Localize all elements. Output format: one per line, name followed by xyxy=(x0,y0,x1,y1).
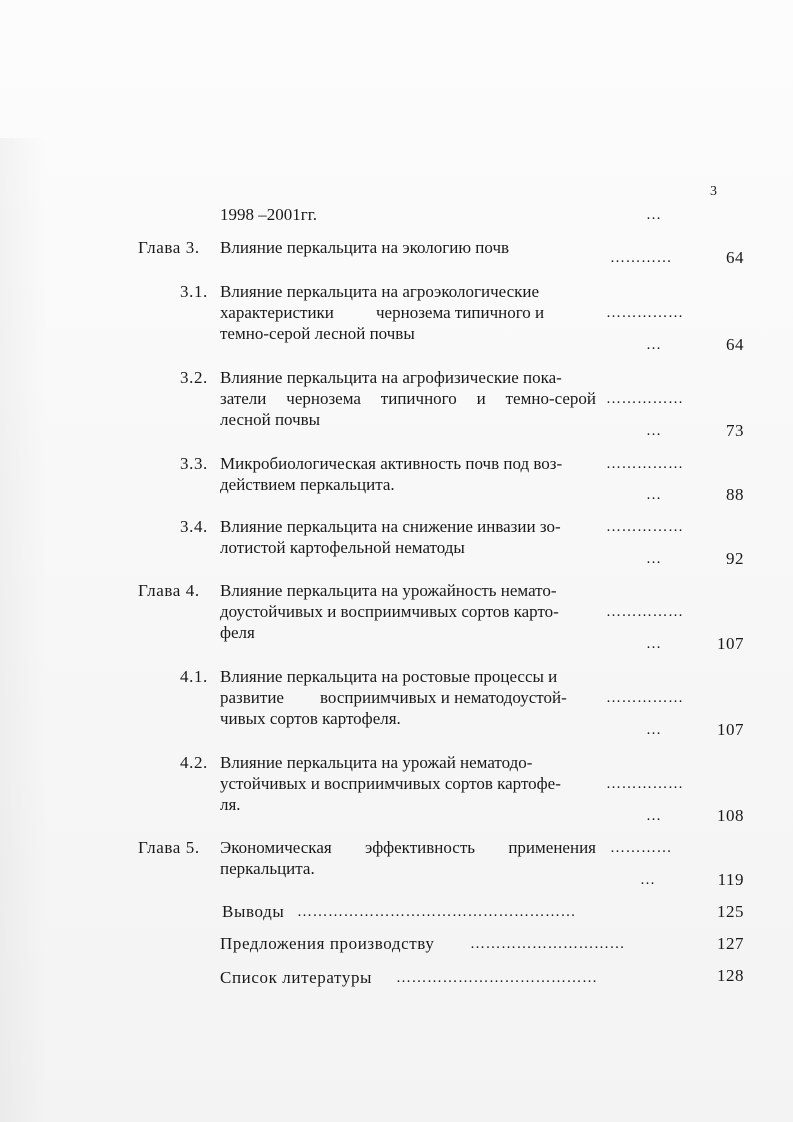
dot-leader: … xyxy=(646,551,662,567)
dot-leader: ………… xyxy=(610,840,672,856)
dot-leader: … xyxy=(646,337,662,353)
entry-line: затели чернозема типичного и темно-серой xyxy=(220,389,596,408)
entry-line: темно-серой лесной почвы xyxy=(220,324,415,343)
entry-line: Влияние перкальцита на агроэкологические xyxy=(220,282,540,301)
dot-leader: … xyxy=(646,207,662,223)
section-label: 4.2. xyxy=(180,753,208,772)
dot-leader: … xyxy=(646,423,662,439)
dot-leader: … xyxy=(640,872,656,888)
page-ref: 107 xyxy=(717,720,744,739)
entry-title: Выводы xyxy=(222,902,285,921)
section-label: 3.2. xyxy=(180,368,208,387)
entry-line: Влияние перкальцита на агрофизические пока- xyxy=(220,368,562,387)
entry-line: развитие xyxy=(220,688,284,707)
page-ref: 107 xyxy=(717,634,744,653)
section-label: 3.3. xyxy=(180,454,208,473)
entry-line: Влияние перкальцита на урожай нематодо- xyxy=(220,753,533,772)
entry-line: доустойчивых и восприимчивых сортов карто- xyxy=(220,602,559,621)
page-ref: 108 xyxy=(717,806,744,825)
entry-line: чивых сортов картофеля. xyxy=(220,709,401,728)
page-ref: 64 xyxy=(726,335,744,354)
dot-leader: …………… xyxy=(606,305,684,321)
entry-line: лесной почвы xyxy=(220,410,321,429)
dot-leader: …………… xyxy=(606,391,684,407)
entry-line: перкальцита. xyxy=(220,859,315,878)
dot-leader: …………… xyxy=(606,776,684,792)
entry-line: Влияние перкальцита на снижение инвазии зо- xyxy=(220,517,561,536)
entry-line: феля xyxy=(220,623,255,642)
page-ref: 127 xyxy=(717,934,744,953)
entry-title: Список литературы xyxy=(220,968,373,987)
dot-leader: … xyxy=(646,487,662,503)
entry-line: ля. xyxy=(220,795,241,814)
page-ref: 92 xyxy=(726,549,744,568)
page-ref: 64 xyxy=(726,248,744,267)
entry-line: устойчивых и восприимчивых сортов картофе- xyxy=(220,774,561,793)
page-number: 3 xyxy=(710,184,717,199)
page-ref: 119 xyxy=(717,870,744,889)
chapter-label: Глава 3. xyxy=(138,238,200,257)
dot-leader: …………… xyxy=(606,456,684,472)
entry-line: чернозема типичного и xyxy=(376,303,545,322)
chapter-label: Глава 5. xyxy=(138,838,200,857)
chapter-label: Глава 4. xyxy=(138,581,200,600)
section-label: 3.4. xyxy=(180,517,208,536)
dot-leader: … xyxy=(646,808,662,824)
scan-shading xyxy=(0,138,48,1122)
dot-leader: … xyxy=(646,722,662,738)
entry-line: Влияние перкальцита на ростовые процессы и xyxy=(220,667,558,686)
dot-leader: ………………………… xyxy=(470,936,625,952)
page-ref: 73 xyxy=(726,421,744,440)
section-label: 3.1. xyxy=(180,282,208,301)
dot-leader: … xyxy=(646,636,662,652)
dot-leader: …………… xyxy=(606,690,684,706)
entry-line: восприимчивых и нематодоустой- xyxy=(320,688,567,707)
dot-leader: …………… xyxy=(606,519,684,535)
dot-leader: …………… xyxy=(606,604,684,620)
page-ref: 128 xyxy=(717,966,744,985)
entry-title: Влияние перкальцита на экологию почв xyxy=(220,238,510,257)
entry-title: Предложения производству xyxy=(220,934,435,953)
dot-leader: ………… xyxy=(610,250,672,266)
entry-line: действием перкальцита. xyxy=(220,475,395,494)
page-ref: 88 xyxy=(726,485,744,504)
entry-text: 1998 –2001гг. xyxy=(220,205,318,224)
dot-leader: ………………………………… xyxy=(396,970,598,986)
section-label: 4.1. xyxy=(180,667,208,686)
entry-line: характеристики xyxy=(220,303,334,322)
dot-leader: ……………………………………………… xyxy=(297,904,576,920)
entry-line: Микробиологическая активность почв под воз- xyxy=(220,454,563,473)
entry-line: лотистой картофельной нематоды xyxy=(220,538,465,557)
entry-line: Экономическая эффективность применения xyxy=(220,838,596,857)
entry-line: Влияние перкальцита на урожайность немато- xyxy=(220,581,557,600)
page-ref: 125 xyxy=(717,902,744,921)
